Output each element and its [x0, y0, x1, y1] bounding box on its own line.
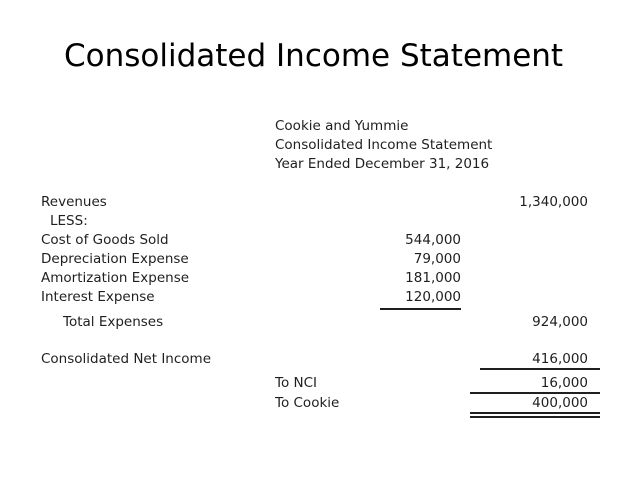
- depreciation-amount: 79,000: [413, 251, 461, 267]
- net-income-total: 416,000: [532, 351, 588, 367]
- company-name: Cookie and Yummie: [275, 118, 409, 134]
- nci-underline: [470, 392, 600, 394]
- net-income-underline: [480, 368, 600, 370]
- interest-label: Interest Expense: [41, 289, 155, 305]
- amortization-label: Amortization Expense: [41, 270, 190, 286]
- revenues-label: Revenues: [41, 194, 107, 210]
- slide-title: Consolidated Income Statement: [64, 38, 564, 74]
- to-nci-label: To NCI: [275, 375, 318, 391]
- to-cookie-total: 400,000: [532, 395, 588, 411]
- statement-name: Consolidated Income Statement: [275, 137, 493, 153]
- cogs-label: Cost of Goods Sold: [41, 232, 169, 248]
- statement-period: Year Ended December 31, 2016: [275, 156, 490, 172]
- to-cookie-label: To Cookie: [275, 395, 340, 411]
- total-expenses-total: 924,000: [532, 314, 588, 330]
- total-expenses-label: Total Expenses: [63, 314, 164, 330]
- revenues-total: 1,340,000: [519, 194, 588, 210]
- expenses-underline: [380, 308, 461, 310]
- interest-amount: 120,000: [405, 289, 461, 305]
- depreciation-label: Depreciation Expense: [41, 251, 189, 267]
- cogs-amount: 544,000: [405, 232, 461, 248]
- less-label: LESS:: [50, 213, 88, 229]
- amortization-amount: 181,000: [405, 270, 461, 286]
- cookie-double-underline-top: [470, 412, 600, 414]
- cookie-double-underline-bottom: [470, 416, 600, 418]
- to-nci-total: 16,000: [540, 375, 588, 391]
- net-income-label: Consolidated Net Income: [41, 351, 212, 367]
